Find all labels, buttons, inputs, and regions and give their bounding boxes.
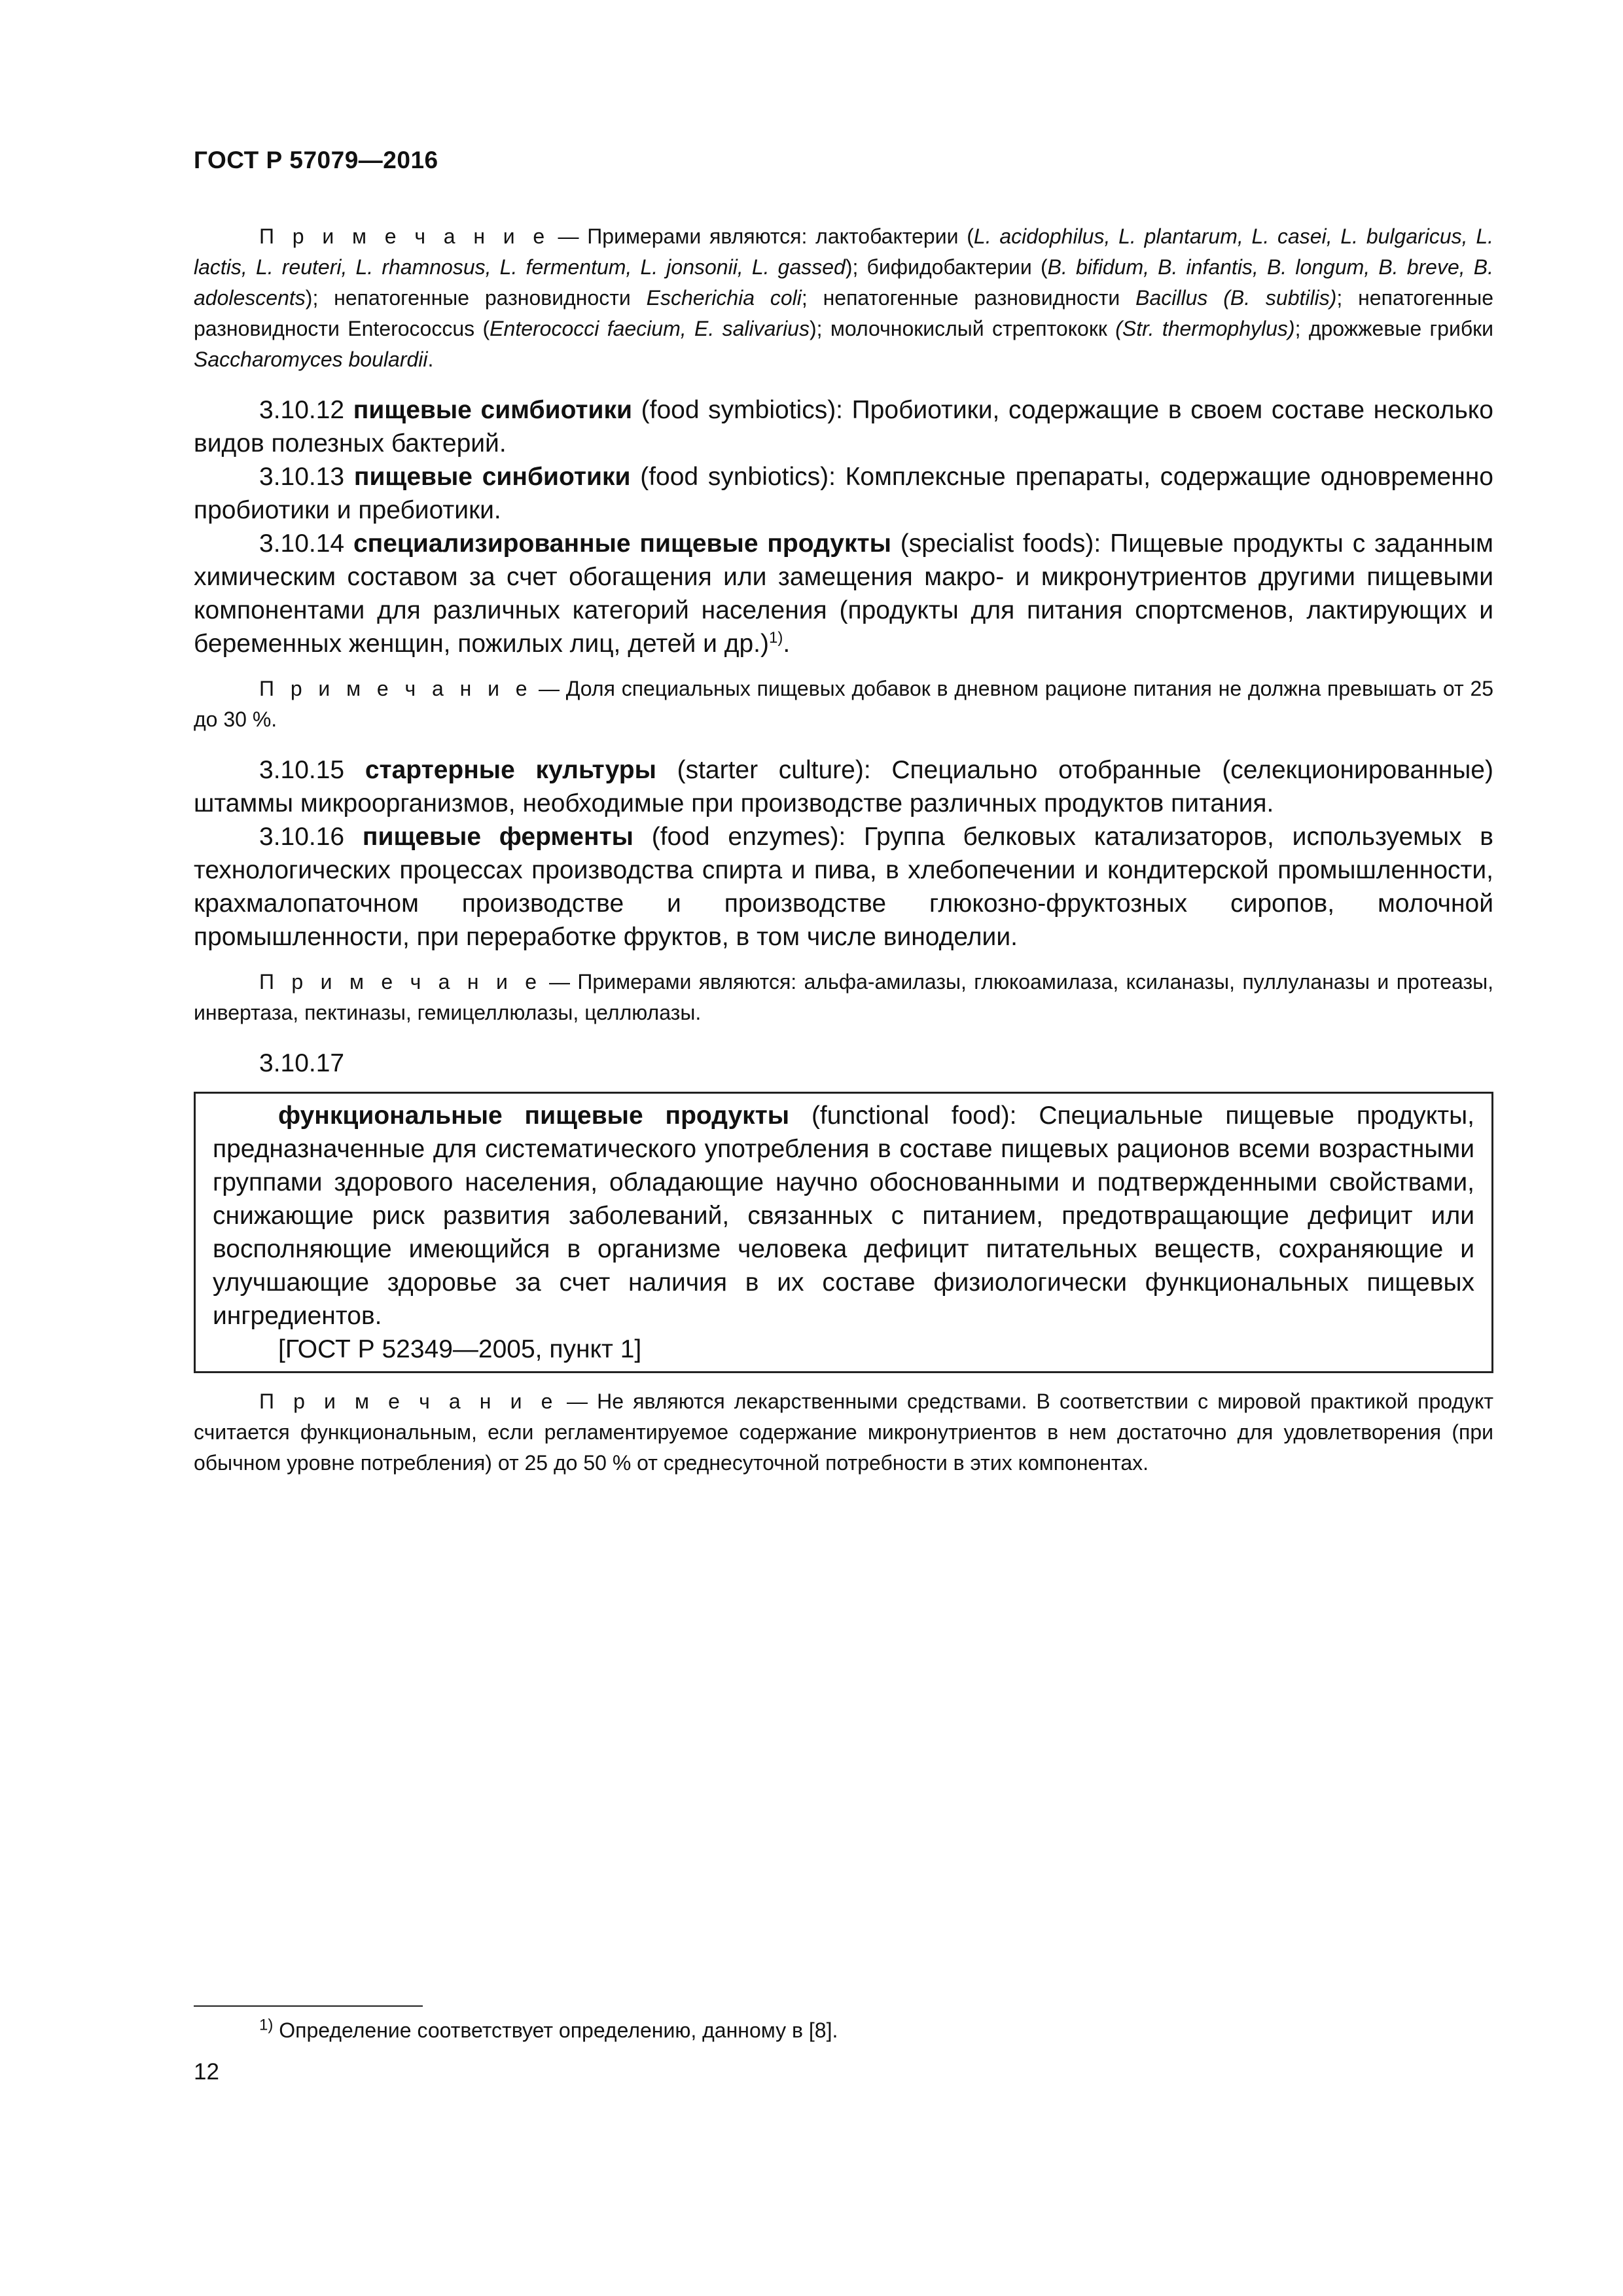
- note-label: П р и м е ч а н и е: [259, 970, 542, 994]
- term-definition: (starter culture): Специально отобранные (селекционированные) штаммы микроорганизмов, необходимые при производстве различных продуктов питания.: [194, 756, 1493, 817]
- note-label: П р и м е ч а н и е: [259, 224, 550, 248]
- note-functional-food: П р и м е ч а н и е — Не являются лекарственными средствами. В соответствии с мировой практикой продукт считается функциональным, если регламентируемое содержание микронутриентов в нем достаточно для удовлетворения (при обычном уровне потребления) от 25 до 50 % от среднесуточной потребности в этих компонентах.: [194, 1390, 1494, 1475]
- note-dash: —: [558, 224, 579, 248]
- footnote: [259, 2016, 838, 2045]
- footnote-separator: [194, 2005, 423, 2007]
- source-reference: [ГОСТ Р 52349—2005, пункт 1]: [278, 1335, 642, 1363]
- note-label: П р и м е ч а н и е: [259, 1390, 558, 1413]
- term-definition: (food enzymes): Группа белковых катализаторов, используемых в технологических процессах производства спирта и пива, в хлебопечении и кондитерской промышленности, крахмалопаточном производстве и производстве глюкозно-фруктозных сиропов, молочной промышленности, при переработке фруктов, в том числе виноделии.: [194, 823, 1494, 951]
- term-number: 3.10.16: [259, 823, 345, 851]
- footnote-text: Определение соответствует определению, данному в [8].: [279, 2018, 838, 2042]
- term-number: 3.10.15: [259, 756, 345, 784]
- footnote-mark: 1): [259, 2016, 274, 2034]
- term-definition: (food symbiotics): Пробиотики, содержащие в своем составе несколько видов полезных бактерий.: [194, 396, 1494, 457]
- note-enzymes: П р и м е ч а н и е — Примерами являются: альфа-амилазы, глюкоамилаза, ксиланазы, пуллуланазы и протеазы, инвертаза, пектиназы, гемицеллюлазы, целлюлазы.: [194, 970, 1493, 1024]
- term-name: стартерные культуры: [365, 756, 656, 784]
- document-header: ГОСТ Р 57079—2016: [194, 147, 438, 173]
- term-definition: (functional food): Специальные пищевые продукты, предназначенные для систематического употребления в составе пищевых рационов всеми возрастными группами здорового населения, обладающие научно обоснованными и подтвержденными свойствами, снижающие риск развития заболеваний, связанных с питанием, предотвращающие дефицит или восполняющие имеющийся в организме человека дефицит питательных веществ, сохраняющие и улучшающие здоровье за счет наличия в их составе физиологически функциональных пищевых ингредиентов.: [213, 1102, 1474, 1330]
- term-3-10-16: [194, 820, 1493, 954]
- footnote-ref: 1): [769, 629, 783, 647]
- note-dash: —: [567, 1390, 588, 1413]
- term-name: функциональные пищевые продукты: [278, 1102, 790, 1130]
- term-number: 3.10.12: [259, 396, 345, 424]
- term-name: пищевые синбиотики: [353, 463, 631, 491]
- term-definition: (specialist foods): Пищевые продукты с заданным химическим составом за счет обогащения или замещения макро- и микронутриентов другими пищевыми компонентами для различных категорий населения (продукты для питания спортсменов, лактирующих и беременных женщин, пожилых лиц, детей и др.): [194, 529, 1493, 658]
- term-number: 3.10.14: [259, 529, 345, 558]
- term-name: специализированные пищевые продукты: [353, 529, 891, 558]
- note-examples-probiotics: П р и м е ч а н и е — Примерами являются: лактобактерии (L. acidophilus, L. plantarum, L. casei, L. bulgaricus, L. lactis, L. reuteri, L. rhamnosus, L. fermentum, L. jonsonii, L. gassed); бифидобактерии (B. bifidum, B. infantis, B. longum, B. breve, B. adolescents); непатогенные разновидности Escherichia coli; непатогенные разновидности Bacillus (B. subtilis); непатогенные разновидности Enterococcus (Enterococci faecium, E. salivarius); молочнокислый стрептококк (Str. thermophylus); дрожжевые грибки Saccharomyces boulardii.: [194, 224, 1494, 371]
- term-3-10-17: [213, 1099, 1474, 1333]
- term-number: 3.10.13: [259, 463, 345, 491]
- note-food-additives: П р и м е ч а н и е — Доля специальных пищевых добавок в дневном рационе питания не должна превышать от 25 до 30 %.: [194, 677, 1494, 731]
- page-number: 12: [194, 2059, 219, 2085]
- note-dash: —: [538, 677, 560, 700]
- term-3-10-14: 3.10.14 специализированные пищевые продукты (specialist foods): Пищевые продукты с заданным химическим составом за счет обогащения или замещения макро- и микронутриентов другими пищевыми компонентами для различных категорий населения (продукты для питания спортсменов, лактирующих и беременных женщин, пожилых лиц, детей и др.)$^{1)}$.: [194, 529, 1493, 658]
- page-content: [194, 221, 1493, 1479]
- term-name: пищевые ферменты: [362, 823, 633, 851]
- term-number-3-10-17: 3.10.17: [259, 1049, 345, 1077]
- term-3-10-13: [194, 460, 1493, 527]
- term-3-10-15: [194, 753, 1493, 820]
- note-dash: —: [549, 970, 570, 994]
- term-name: пищевые симбиотики: [353, 396, 632, 424]
- term-definition: (food synbiotics): Комплексные препараты, содержащие одновременно пробиотики и пребиотики.: [194, 463, 1493, 524]
- note-label: П р и м е ч а н и е: [259, 677, 533, 700]
- term-3-10-12: [194, 393, 1493, 460]
- boxed-definition: [194, 1092, 1493, 1373]
